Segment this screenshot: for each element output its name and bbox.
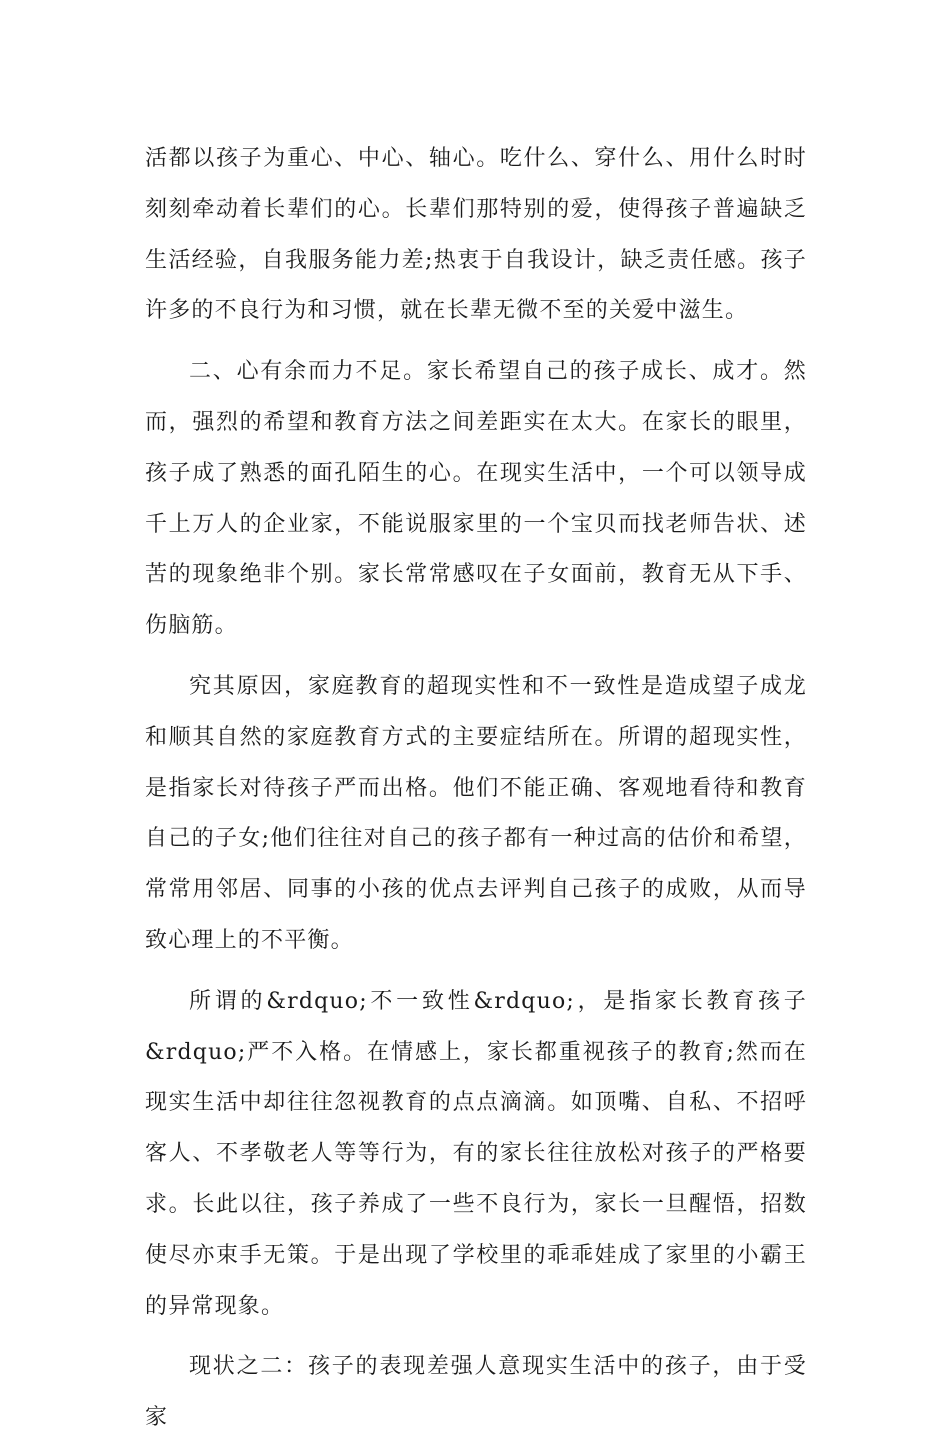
- paragraph-inconsistency: 所谓的&rdquo;不一致性&rdquo;，是指家长教育孩子&rdquo;严不入格。在情感上，家长都重视孩子的教育;然而在现实生活中却往往忽视教育的点点滴滴。如顶嘴、自私、不招呼客人、不孝敬老人等等行为，有的家长往往放松对孩子的严格要求。长此以往，孩子养成了一些不良行为，家长一旦醒悟，招数使尽亦束手无策。于是出现了学校里的乖乖娃成了家里的小霸王的异常现象。: [145, 988, 807, 1319]
- paragraph-status-two: 现状之二：孩子的表现差强人意现实生活中的孩子，由于受家: [145, 1354, 807, 1431]
- paragraph-reasons: 究其原因，家庭教育的超现实性和不一致性是造成望子成龙和顺其自然的家庭教育方式的主要症结所在。所谓的超现实性，是指家长对待孩子严而出格。他们不能正确、客观地看待和教育自己的子女;他们往往对自己的孩子都有一种过高的估价和希望，常常用邻居、同事的小孩的优点去评判自己孩子的成败，从而导致心理上的不平衡。: [145, 673, 807, 953]
- document-body: [145, 134, 807, 1454]
- paragraph-continued: 活都以孩子为重心、中心、轴心。吃什么、穿什么、用什么时时刻刻牵动着长辈们的心。长辈们那特别的爱，使得孩子普遍缺乏生活经验，自我服务能力差;热衷于自我设计，缺乏责任感。孩子许多的不良行为和习惯，就在长辈无微不至的关爱中滋生。: [145, 146, 807, 324]
- paragraph-section-two: 二、心有余而力不足。家长希望自己的孩子成长、成才。然而，强烈的希望和教育方法之间差距实在太大。在家长的眼里，孩子成了熟悉的面孔陌生的心。在现实生活中，一个可以领导成千上万人的企业家，不能说服家里的一个宝贝而找老师告状、述苦的现象绝非个别。家长常常感叹在子女面前，教育无从下手、伤脑筋。: [145, 359, 807, 639]
